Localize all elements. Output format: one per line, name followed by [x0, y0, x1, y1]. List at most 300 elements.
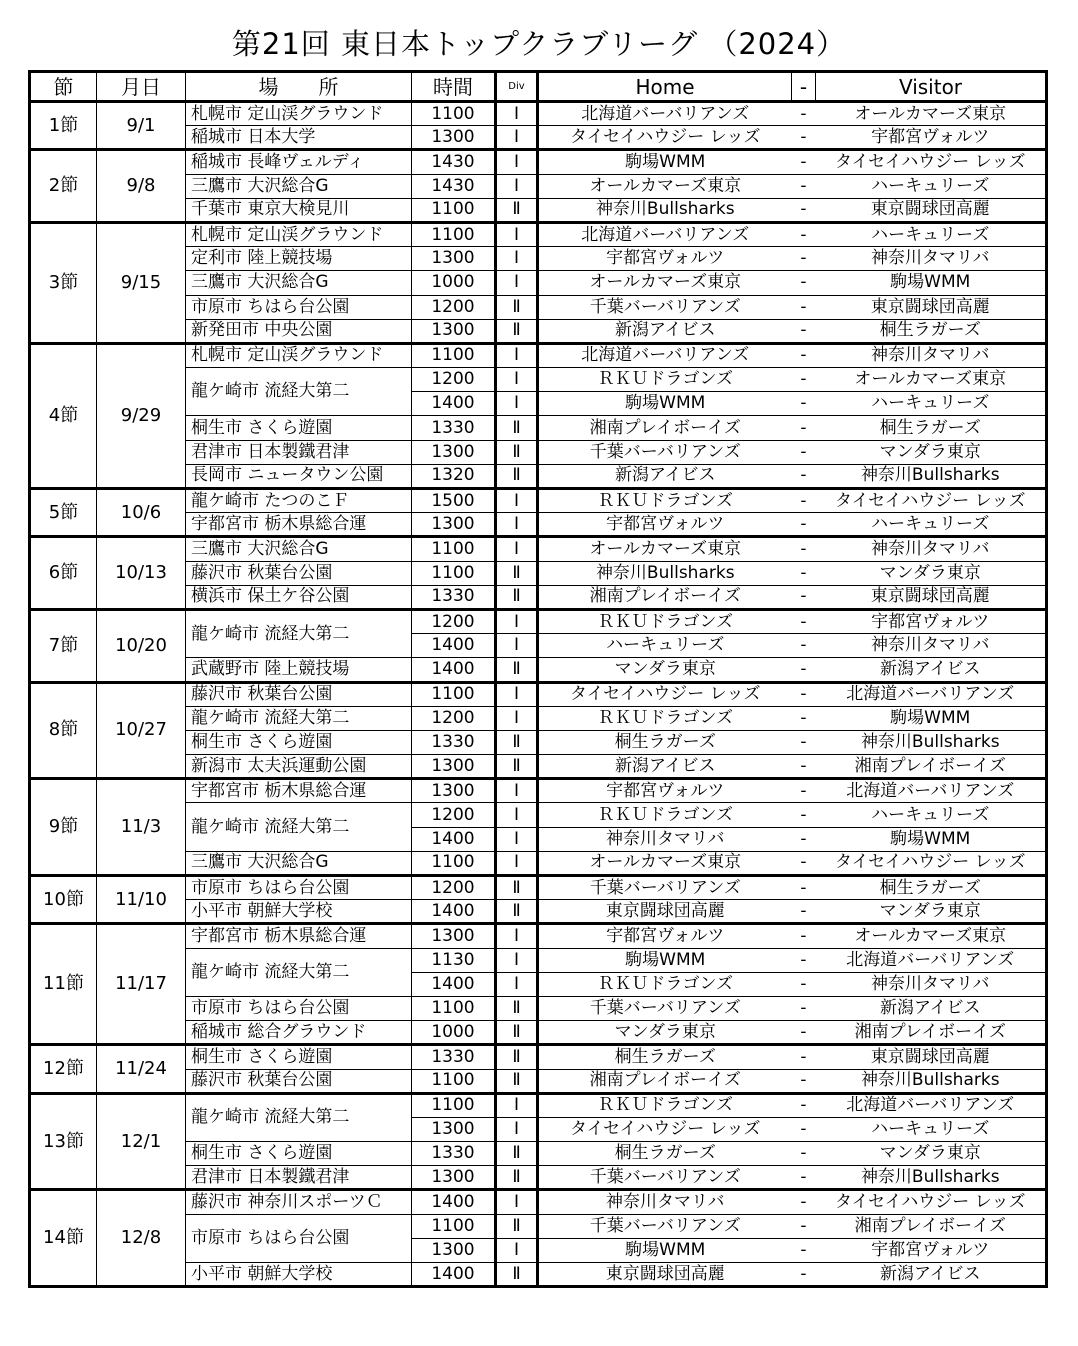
visitor-team: 駒場WMM — [816, 706, 1047, 730]
section-label: 6節 — [30, 537, 97, 610]
visitor-team: 東京闘球団高麗 — [816, 1045, 1047, 1069]
home-team: 駒場WMM — [538, 392, 792, 416]
venue-cell: 桐生市 さくら遊園 — [186, 1045, 412, 1069]
venue-cell: 君津市 日本製鐵君津 — [186, 440, 412, 464]
venue-cell: 宇都宮市 栃木県総合運 — [186, 513, 412, 537]
schedule-table — [28, 70, 1048, 1288]
venue-cell: 長岡市 ニュータウン公園 — [186, 464, 412, 488]
home-team: ＲＫＵドラゴンズ — [538, 368, 792, 392]
kickoff-time: 1200 — [412, 609, 496, 633]
home-team: オールカマーズ東京 — [538, 537, 792, 561]
visitor-team: 東京闘球団高麗 — [816, 585, 1047, 609]
venue-cell: 市原市 ちはら台公園 — [186, 996, 412, 1020]
kickoff-time: 1400 — [412, 1263, 496, 1287]
section-label: 10節 — [30, 876, 97, 924]
home-team: 千葉バーバリアンズ — [538, 996, 792, 1020]
division-cell: Ⅰ — [496, 392, 538, 416]
venue-cell: 藤沢市 神奈川スポーツＣ — [186, 1190, 412, 1214]
dash-separator: - — [792, 392, 816, 416]
match-date: 10/20 — [97, 609, 186, 682]
dash-separator: - — [792, 537, 816, 561]
division-cell: Ⅰ — [496, 247, 538, 271]
visitor-team: オールカマーズ東京 — [816, 368, 1047, 392]
division-cell: Ⅱ — [496, 996, 538, 1020]
division-cell: Ⅰ — [496, 948, 538, 972]
venue-cell: 小平市 朝鮮大学校 — [186, 900, 412, 924]
division-cell: Ⅰ — [496, 271, 538, 295]
kickoff-time: 1430 — [412, 174, 496, 198]
home-team: 北海道バーバリアンズ — [538, 222, 792, 246]
visitor-team: 神奈川タマリバ — [816, 972, 1047, 996]
table-row — [30, 222, 1047, 246]
kickoff-time: 1100 — [412, 222, 496, 246]
dash-separator: - — [792, 996, 816, 1020]
home-team: 北海道バーバリアンズ — [538, 343, 792, 367]
venue-cell: 三鷹市 大沢総合G — [186, 174, 412, 198]
kickoff-time: 1400 — [412, 827, 496, 851]
home-team: 新潟アイビス — [538, 319, 792, 343]
venue-cell: 君津市 日本製鐵君津 — [186, 1166, 412, 1190]
visitor-team: オールカマーズ東京 — [816, 924, 1047, 948]
venue-cell: 桐生市 さくら遊園 — [186, 730, 412, 754]
division-cell: Ⅱ — [496, 416, 538, 440]
section-label: 2節 — [30, 150, 97, 223]
home-team: 湘南プレイボーイズ — [538, 1069, 792, 1093]
dash-separator: - — [792, 609, 816, 633]
section-label: 9節 — [30, 779, 97, 876]
dash-separator: - — [792, 440, 816, 464]
visitor-team: 神奈川タマリバ — [816, 634, 1047, 658]
visitor-team: 北海道バーバリアンズ — [816, 682, 1047, 706]
table-row — [30, 779, 1047, 803]
home-team: ＲＫＵドラゴンズ — [538, 609, 792, 633]
kickoff-time: 1200 — [412, 295, 496, 319]
dash-separator: - — [792, 368, 816, 392]
header-date: 月日 — [97, 72, 186, 102]
venue-cell: 武蔵野市 陸上競技場 — [186, 658, 412, 682]
venue-cell: 稲城市 長峰ヴェルディ — [186, 150, 412, 174]
kickoff-time: 1300 — [412, 247, 496, 271]
home-team: 湘南プレイボーイズ — [538, 585, 792, 609]
venue-cell: 桐生市 さくら遊園 — [186, 416, 412, 440]
dash-separator: - — [792, 464, 816, 488]
kickoff-time: 1330 — [412, 1045, 496, 1069]
home-team: 宇都宮ヴォルツ — [538, 924, 792, 948]
division-cell: Ⅰ — [496, 634, 538, 658]
home-team: 宇都宮ヴォルツ — [538, 247, 792, 271]
division-cell: Ⅰ — [496, 513, 538, 537]
home-team: マンダラ東京 — [538, 658, 792, 682]
kickoff-time: 1300 — [412, 126, 496, 150]
match-date: 11/3 — [97, 779, 186, 876]
venue-cell: 札幌市 定山渓グラウンド — [186, 102, 412, 126]
home-team: 湘南プレイボーイズ — [538, 416, 792, 440]
visitor-team: 湘南プレイボーイズ — [816, 1021, 1047, 1045]
division-cell: Ⅱ — [496, 198, 538, 222]
home-team: 駒場WMM — [538, 150, 792, 174]
visitor-team: 神奈川タマリバ — [816, 343, 1047, 367]
dash-separator: - — [792, 1166, 816, 1190]
venue-cell: 龍ケ崎市 流経大第二 — [186, 1093, 412, 1141]
kickoff-time: 1200 — [412, 876, 496, 900]
page-title: 第21回 東日本トップクラブリーグ （2024） — [231, 27, 847, 61]
visitor-team: 駒場WMM — [816, 271, 1047, 295]
home-team: ハーキュリーズ — [538, 634, 792, 658]
table-row — [30, 343, 1047, 367]
table-row — [30, 924, 1047, 948]
division-cell: Ⅰ — [496, 1093, 538, 1117]
kickoff-time: 1000 — [412, 1021, 496, 1045]
venue-cell: 千葉市 東京大検見川 — [186, 198, 412, 222]
match-date: 10/13 — [97, 537, 186, 610]
table-row — [30, 489, 1047, 513]
kickoff-time: 1300 — [412, 319, 496, 343]
schedule-body — [30, 102, 1047, 1287]
division-cell: Ⅱ — [496, 658, 538, 682]
dash-separator: - — [792, 1214, 816, 1238]
visitor-team: 北海道バーバリアンズ — [816, 779, 1047, 803]
kickoff-time: 1300 — [412, 440, 496, 464]
division-cell: Ⅱ — [496, 900, 538, 924]
match-date: 11/24 — [97, 1045, 186, 1093]
division-cell: Ⅰ — [496, 222, 538, 246]
home-team: 新潟アイビス — [538, 464, 792, 488]
visitor-team: オールカマーズ東京 — [816, 102, 1047, 126]
kickoff-time: 1430 — [412, 150, 496, 174]
visitor-team: 桐生ラガーズ — [816, 416, 1047, 440]
kickoff-time: 1130 — [412, 948, 496, 972]
section-label: 12節 — [30, 1045, 97, 1093]
kickoff-time: 1300 — [412, 924, 496, 948]
kickoff-time: 1300 — [412, 755, 496, 779]
home-team: 桐生ラガーズ — [538, 1142, 792, 1166]
kickoff-time: 1330 — [412, 585, 496, 609]
match-date: 12/8 — [97, 1190, 186, 1287]
division-cell: Ⅱ — [496, 730, 538, 754]
kickoff-time: 1100 — [412, 537, 496, 561]
home-team: 千葉バーバリアンズ — [538, 295, 792, 319]
section-label: 7節 — [30, 609, 97, 682]
visitor-team: タイセイハウジー レッズ — [816, 1190, 1047, 1214]
home-team: オールカマーズ東京 — [538, 851, 792, 875]
division-cell: Ⅰ — [496, 1238, 538, 1262]
dash-separator: - — [792, 343, 816, 367]
section-label: 1節 — [30, 102, 97, 150]
home-team: 千葉バーバリアンズ — [538, 876, 792, 900]
match-date: 9/8 — [97, 150, 186, 223]
venue-cell: 横浜市 保土ケ谷公園 — [186, 585, 412, 609]
visitor-team: タイセイハウジー レッズ — [816, 851, 1047, 875]
venue-cell: 稲城市 日本大学 — [186, 126, 412, 150]
venue-cell: 三鷹市 大沢総合G — [186, 271, 412, 295]
dash-separator: - — [792, 634, 816, 658]
division-cell: Ⅰ — [496, 609, 538, 633]
home-team: 東京闘球団高麗 — [538, 900, 792, 924]
visitor-team: 東京闘球団高麗 — [816, 198, 1047, 222]
match-date: 10/27 — [97, 682, 186, 779]
visitor-team: ハーキュリーズ — [816, 513, 1047, 537]
kickoff-time: 1100 — [412, 1093, 496, 1117]
division-cell: Ⅱ — [496, 319, 538, 343]
visitor-team: ハーキュリーズ — [816, 392, 1047, 416]
kickoff-time: 1100 — [412, 1214, 496, 1238]
division-cell: Ⅱ — [496, 1069, 538, 1093]
dash-separator: - — [792, 851, 816, 875]
table-row — [30, 102, 1047, 126]
dash-separator: - — [792, 126, 816, 150]
venue-cell: 新潟市 太夫浜運動公園 — [186, 755, 412, 779]
dash-separator: - — [792, 198, 816, 222]
dash-separator: - — [792, 295, 816, 319]
visitor-team: タイセイハウジー レッズ — [816, 489, 1047, 513]
match-date: 10/6 — [97, 489, 186, 537]
home-team: 桐生ラガーズ — [538, 730, 792, 754]
visitor-team: タイセイハウジー レッズ — [816, 150, 1047, 174]
dash-separator: - — [792, 827, 816, 851]
venue-cell: 定利市 陸上競技場 — [186, 247, 412, 271]
venue-cell: 龍ケ崎市 たつのこＦ — [186, 489, 412, 513]
division-cell: Ⅰ — [496, 537, 538, 561]
division-cell: Ⅱ — [496, 440, 538, 464]
division-cell: Ⅰ — [496, 1190, 538, 1214]
visitor-team: マンダラ東京 — [816, 900, 1047, 924]
header-dash: - — [792, 72, 816, 102]
visitor-team: マンダラ東京 — [816, 1142, 1047, 1166]
visitor-team: 湘南プレイボーイズ — [816, 755, 1047, 779]
dash-separator: - — [792, 319, 816, 343]
division-cell: Ⅰ — [496, 682, 538, 706]
division-cell: Ⅰ — [496, 489, 538, 513]
dash-separator: - — [792, 658, 816, 682]
venue-cell: 札幌市 定山渓グラウンド — [186, 222, 412, 246]
dash-separator: - — [792, 102, 816, 126]
division-cell: Ⅰ — [496, 126, 538, 150]
header-div: Div — [496, 72, 538, 102]
kickoff-time: 1400 — [412, 900, 496, 924]
visitor-team: 東京闘球団高麗 — [816, 295, 1047, 319]
visitor-team: 北海道バーバリアンズ — [816, 948, 1047, 972]
home-team: 駒場WMM — [538, 1238, 792, 1262]
division-cell: Ⅱ — [496, 1166, 538, 1190]
venue-cell: 龍ケ崎市 流経大第二 — [186, 609, 412, 657]
dash-separator: - — [792, 1069, 816, 1093]
table-row — [30, 1093, 1047, 1117]
venue-cell: 稲城市 総合グラウンド — [186, 1021, 412, 1045]
division-cell: Ⅰ — [496, 102, 538, 126]
kickoff-time: 1100 — [412, 851, 496, 875]
kickoff-time: 1100 — [412, 996, 496, 1020]
kickoff-time: 1100 — [412, 343, 496, 367]
header-home: Home — [538, 72, 792, 102]
kickoff-time: 1200 — [412, 368, 496, 392]
table-row — [30, 682, 1047, 706]
venue-cell: 藤沢市 秋葉台公園 — [186, 682, 412, 706]
visitor-team: 桐生ラガーズ — [816, 876, 1047, 900]
match-date: 12/1 — [97, 1093, 186, 1190]
dash-separator: - — [792, 174, 816, 198]
table-row — [30, 150, 1047, 174]
visitor-team: ハーキュリーズ — [816, 222, 1047, 246]
home-team: 宇都宮ヴォルツ — [538, 513, 792, 537]
venue-cell: 新発田市 中央公園 — [186, 319, 412, 343]
venue-cell: 三鷹市 大沢総合G — [186, 537, 412, 561]
table-row — [30, 609, 1047, 633]
match-date: 9/15 — [97, 222, 186, 343]
dash-separator: - — [792, 222, 816, 246]
home-team: 宇都宮ヴォルツ — [538, 779, 792, 803]
kickoff-time: 1300 — [412, 1117, 496, 1141]
venue-cell: 藤沢市 秋葉台公園 — [186, 1069, 412, 1093]
venue-cell: 桐生市 さくら遊園 — [186, 1142, 412, 1166]
kickoff-time: 1400 — [412, 658, 496, 682]
visitor-team: 新潟アイビス — [816, 996, 1047, 1020]
visitor-team: 新潟アイビス — [816, 658, 1047, 682]
section-label: 11節 — [30, 924, 97, 1045]
division-cell: Ⅰ — [496, 827, 538, 851]
visitor-team: 桐生ラガーズ — [816, 319, 1047, 343]
division-cell: Ⅱ — [496, 1142, 538, 1166]
kickoff-time: 1400 — [412, 392, 496, 416]
header-time: 時間 — [412, 72, 496, 102]
visitor-team: マンダラ東京 — [816, 440, 1047, 464]
kickoff-time: 1300 — [412, 1166, 496, 1190]
venue-cell: 市原市 ちはら台公園 — [186, 295, 412, 319]
division-cell: Ⅱ — [496, 295, 538, 319]
division-cell: Ⅱ — [496, 876, 538, 900]
kickoff-time: 1400 — [412, 1190, 496, 1214]
dash-separator: - — [792, 271, 816, 295]
division-cell: Ⅱ — [496, 464, 538, 488]
division-cell: Ⅱ — [496, 561, 538, 585]
division-cell: Ⅰ — [496, 803, 538, 827]
home-team: 神奈川Bullsharks — [538, 561, 792, 585]
division-cell: Ⅱ — [496, 1263, 538, 1287]
home-team: タイセイハウジー レッズ — [538, 682, 792, 706]
visitor-team: 新潟アイビス — [816, 1263, 1047, 1287]
venue-cell: 龍ケ崎市 流経大第二 — [186, 706, 412, 730]
section-label: 13節 — [30, 1093, 97, 1190]
dash-separator: - — [792, 1238, 816, 1262]
venue-cell: 宇都宮市 栃木県総合運 — [186, 924, 412, 948]
table-row — [30, 1190, 1047, 1214]
dash-separator: - — [792, 561, 816, 585]
venue-cell: 龍ケ崎市 流経大第二 — [186, 948, 412, 996]
dash-separator: - — [792, 706, 816, 730]
division-cell: Ⅱ — [496, 1045, 538, 1069]
dash-separator: - — [792, 1093, 816, 1117]
home-team: 神奈川タマリバ — [538, 1190, 792, 1214]
dash-separator: - — [792, 682, 816, 706]
kickoff-time: 1330 — [412, 1142, 496, 1166]
match-date: 9/29 — [97, 343, 186, 488]
dash-separator: - — [792, 1045, 816, 1069]
home-team: 新潟アイビス — [538, 755, 792, 779]
dash-separator: - — [792, 948, 816, 972]
division-cell: Ⅰ — [496, 851, 538, 875]
visitor-team: 宇都宮ヴォルツ — [816, 609, 1047, 633]
dash-separator: - — [792, 1117, 816, 1141]
section-label: 5節 — [30, 489, 97, 537]
dash-separator: - — [792, 1190, 816, 1214]
division-cell: Ⅰ — [496, 174, 538, 198]
division-cell: Ⅰ — [496, 343, 538, 367]
kickoff-time: 1400 — [412, 634, 496, 658]
kickoff-time: 1300 — [412, 779, 496, 803]
venue-cell: 三鷹市 大沢総合G — [186, 851, 412, 875]
home-team: 神奈川Bullsharks — [538, 198, 792, 222]
division-cell: Ⅰ — [496, 150, 538, 174]
visitor-team: 駒場WMM — [816, 827, 1047, 851]
home-team: 駒場WMM — [538, 948, 792, 972]
kickoff-time: 1400 — [412, 972, 496, 996]
home-team: タイセイハウジー レッズ — [538, 126, 792, 150]
dash-separator: - — [792, 585, 816, 609]
division-cell: Ⅱ — [496, 585, 538, 609]
venue-cell: 龍ケ崎市 流経大第二 — [186, 368, 412, 416]
division-cell: Ⅰ — [496, 1117, 538, 1141]
division-cell: Ⅱ — [496, 755, 538, 779]
home-team: ＲＫＵドラゴンズ — [538, 706, 792, 730]
header-visitor: Visitor — [816, 72, 1047, 102]
visitor-team: 神奈川Bullsharks — [816, 730, 1047, 754]
match-date: 11/17 — [97, 924, 186, 1045]
home-team: 千葉バーバリアンズ — [538, 1166, 792, 1190]
dash-separator: - — [792, 924, 816, 948]
visitor-team: 宇都宮ヴォルツ — [816, 126, 1047, 150]
dash-separator: - — [792, 489, 816, 513]
division-cell: Ⅰ — [496, 972, 538, 996]
kickoff-time: 1100 — [412, 198, 496, 222]
division-cell: Ⅰ — [496, 924, 538, 948]
visitor-team: マンダラ東京 — [816, 561, 1047, 585]
kickoff-time: 1200 — [412, 803, 496, 827]
visitor-team: 神奈川タマリバ — [816, 247, 1047, 271]
home-team: オールカマーズ東京 — [538, 271, 792, 295]
dash-separator: - — [792, 755, 816, 779]
kickoff-time: 1100 — [412, 561, 496, 585]
home-team: 北海道バーバリアンズ — [538, 102, 792, 126]
kickoff-time: 1200 — [412, 706, 496, 730]
dash-separator: - — [792, 803, 816, 827]
venue-cell: 市原市 ちはら台公園 — [186, 876, 412, 900]
section-label: 4節 — [30, 343, 97, 488]
home-team: ＲＫＵドラゴンズ — [538, 972, 792, 996]
home-team: タイセイハウジー レッズ — [538, 1117, 792, 1141]
venue-cell: 札幌市 定山渓グラウンド — [186, 343, 412, 367]
dash-separator: - — [792, 150, 816, 174]
kickoff-time: 1000 — [412, 271, 496, 295]
kickoff-time: 1100 — [412, 1069, 496, 1093]
dash-separator: - — [792, 1021, 816, 1045]
home-team: オールカマーズ東京 — [538, 174, 792, 198]
header-venue: 場 所 — [186, 72, 412, 102]
header-section: 節 — [30, 72, 97, 102]
section-label: 3節 — [30, 222, 97, 343]
visitor-team: 神奈川Bullsharks — [816, 464, 1047, 488]
venue-cell: 龍ケ崎市 流経大第二 — [186, 803, 412, 851]
venue-cell: 小平市 朝鮮大学校 — [186, 1263, 412, 1287]
section-label: 8節 — [30, 682, 97, 779]
division-cell: Ⅰ — [496, 368, 538, 392]
dash-separator: - — [792, 730, 816, 754]
home-team: ＲＫＵドラゴンズ — [538, 803, 792, 827]
match-date: 11/10 — [97, 876, 186, 924]
dash-separator: - — [792, 972, 816, 996]
dash-separator: - — [792, 779, 816, 803]
visitor-team: 神奈川タマリバ — [816, 537, 1047, 561]
table-row — [30, 876, 1047, 900]
division-cell: Ⅰ — [496, 706, 538, 730]
